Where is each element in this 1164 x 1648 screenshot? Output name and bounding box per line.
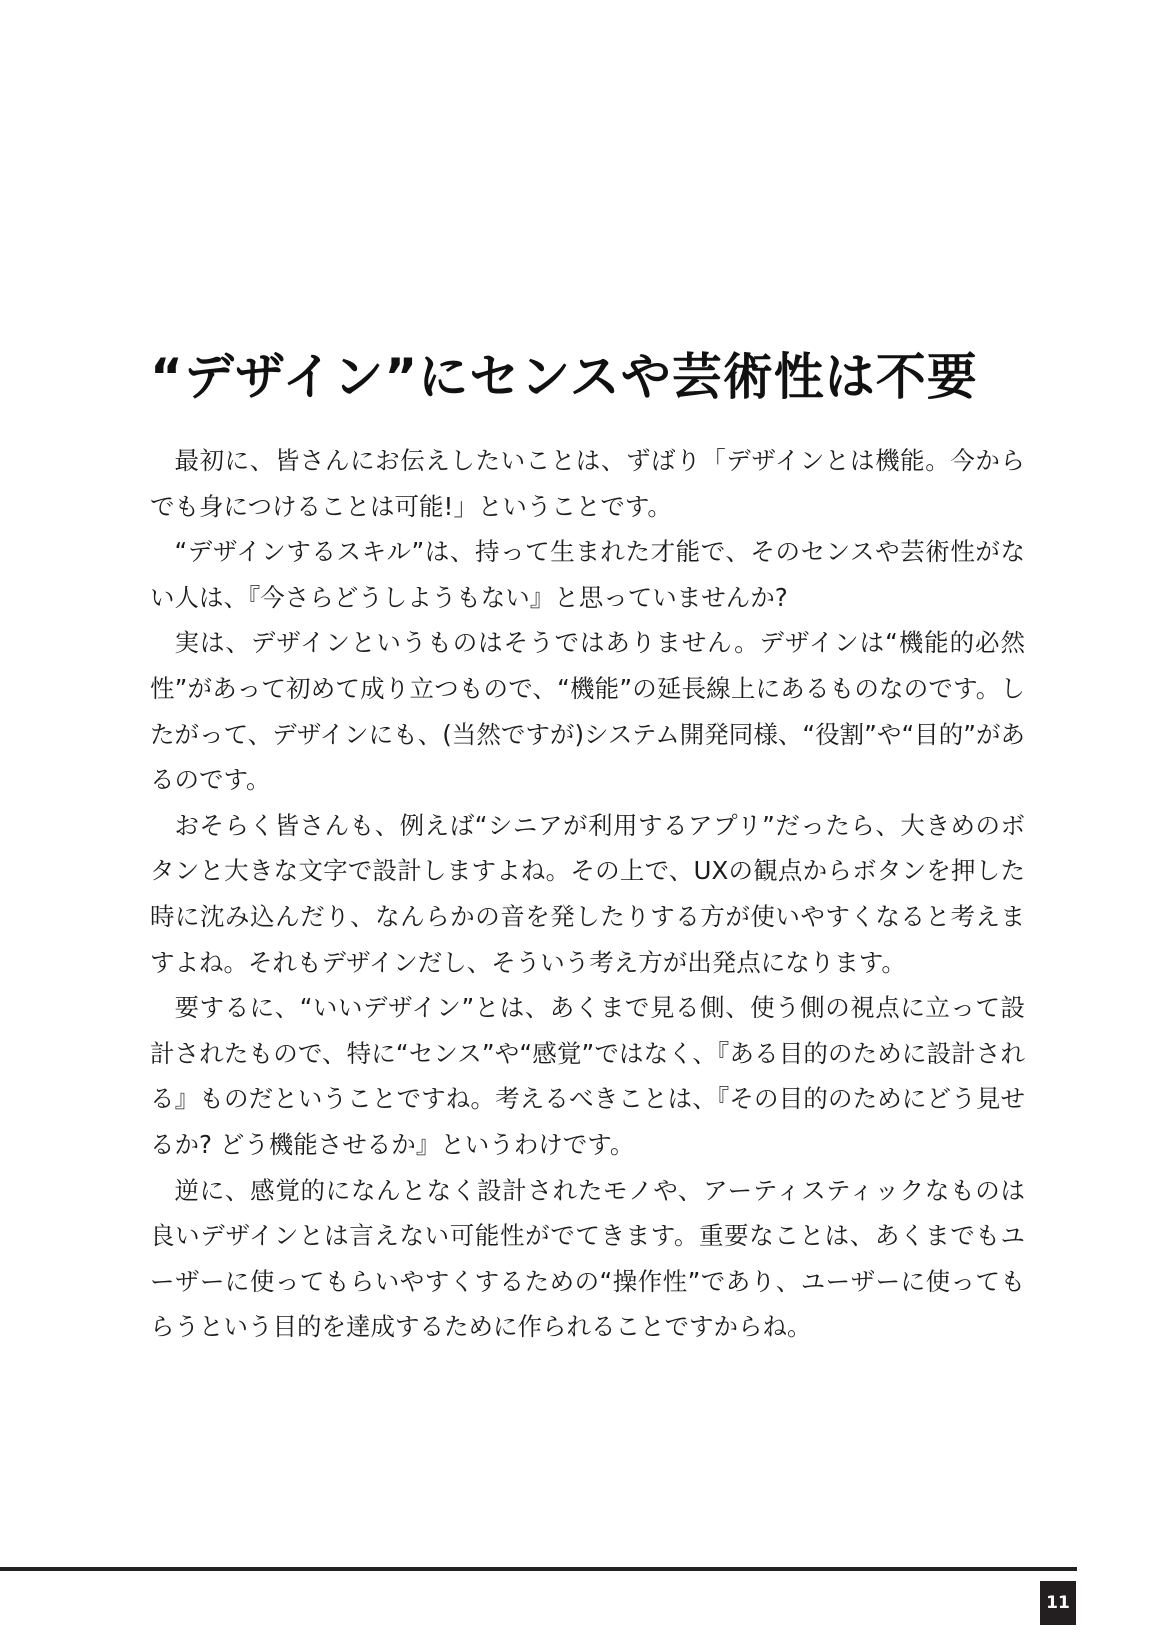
page-title: “デザイン”にセンスや芸術性は不要 <box>150 348 978 406</box>
paragraph: 逆に、感覚的になんとなく設計されたモノや、アーティスティックなものは良いデザインとは言えない可能性がでてきます。重要なことは、あくまでもユーザーに使ってもらいやすくするための“操作性”であり、ユーザーに使ってもらうという目的を達成するために作られることですからね。 <box>150 1175 1025 1342</box>
paragraph: 要するに、“いいデザイン”とは、あくまで見る側、使う側の視点に立って設計されたもので、特に“センス”や“感覚”ではなく、『ある目的のために設計される』ものだということですね。考えるべきことは、『その目的のためにどう見せるか? どう機能させるか』というわけです。 <box>150 993 1025 1159</box>
footer-rule <box>0 1567 1077 1571</box>
paragraph: おそらく皆さんも、例えば“シニアが利用するアプリ”だったら、大きめのボタンと大きな文字で設計しますよね。その上で、UXの観点からボタンを押した時に沈み込んだり、なんらかの音を発したりする方が使いやすくなると考えますよね。それもデザインだし、そういう考え方が出発点になります。 <box>150 810 1025 977</box>
paragraph: 最初に、皆さんにお伝えしたいことは、ずばり「デザインとは機能。今からでも身につけることは可能!」ということです。 <box>150 446 1025 521</box>
body-text <box>150 438 1025 1350</box>
page-number: 11 <box>1040 1581 1076 1625</box>
paragraph: 実は、デザインというものはそうではありません。デザインは“機能的必然性”があって初めて成り立つもので、“機能”の延長線上にあるものなのです。したがって、デザインにも、(当然ですが)システム開発同様、“役割”や“目的”があるのです。 <box>150 628 1025 795</box>
paragraph: “デザインするスキル”は、持って生まれた才能で、そのセンスや芸術性がない人は、『今さらどうしようもない』と思っていませんか? <box>150 537 1025 612</box>
